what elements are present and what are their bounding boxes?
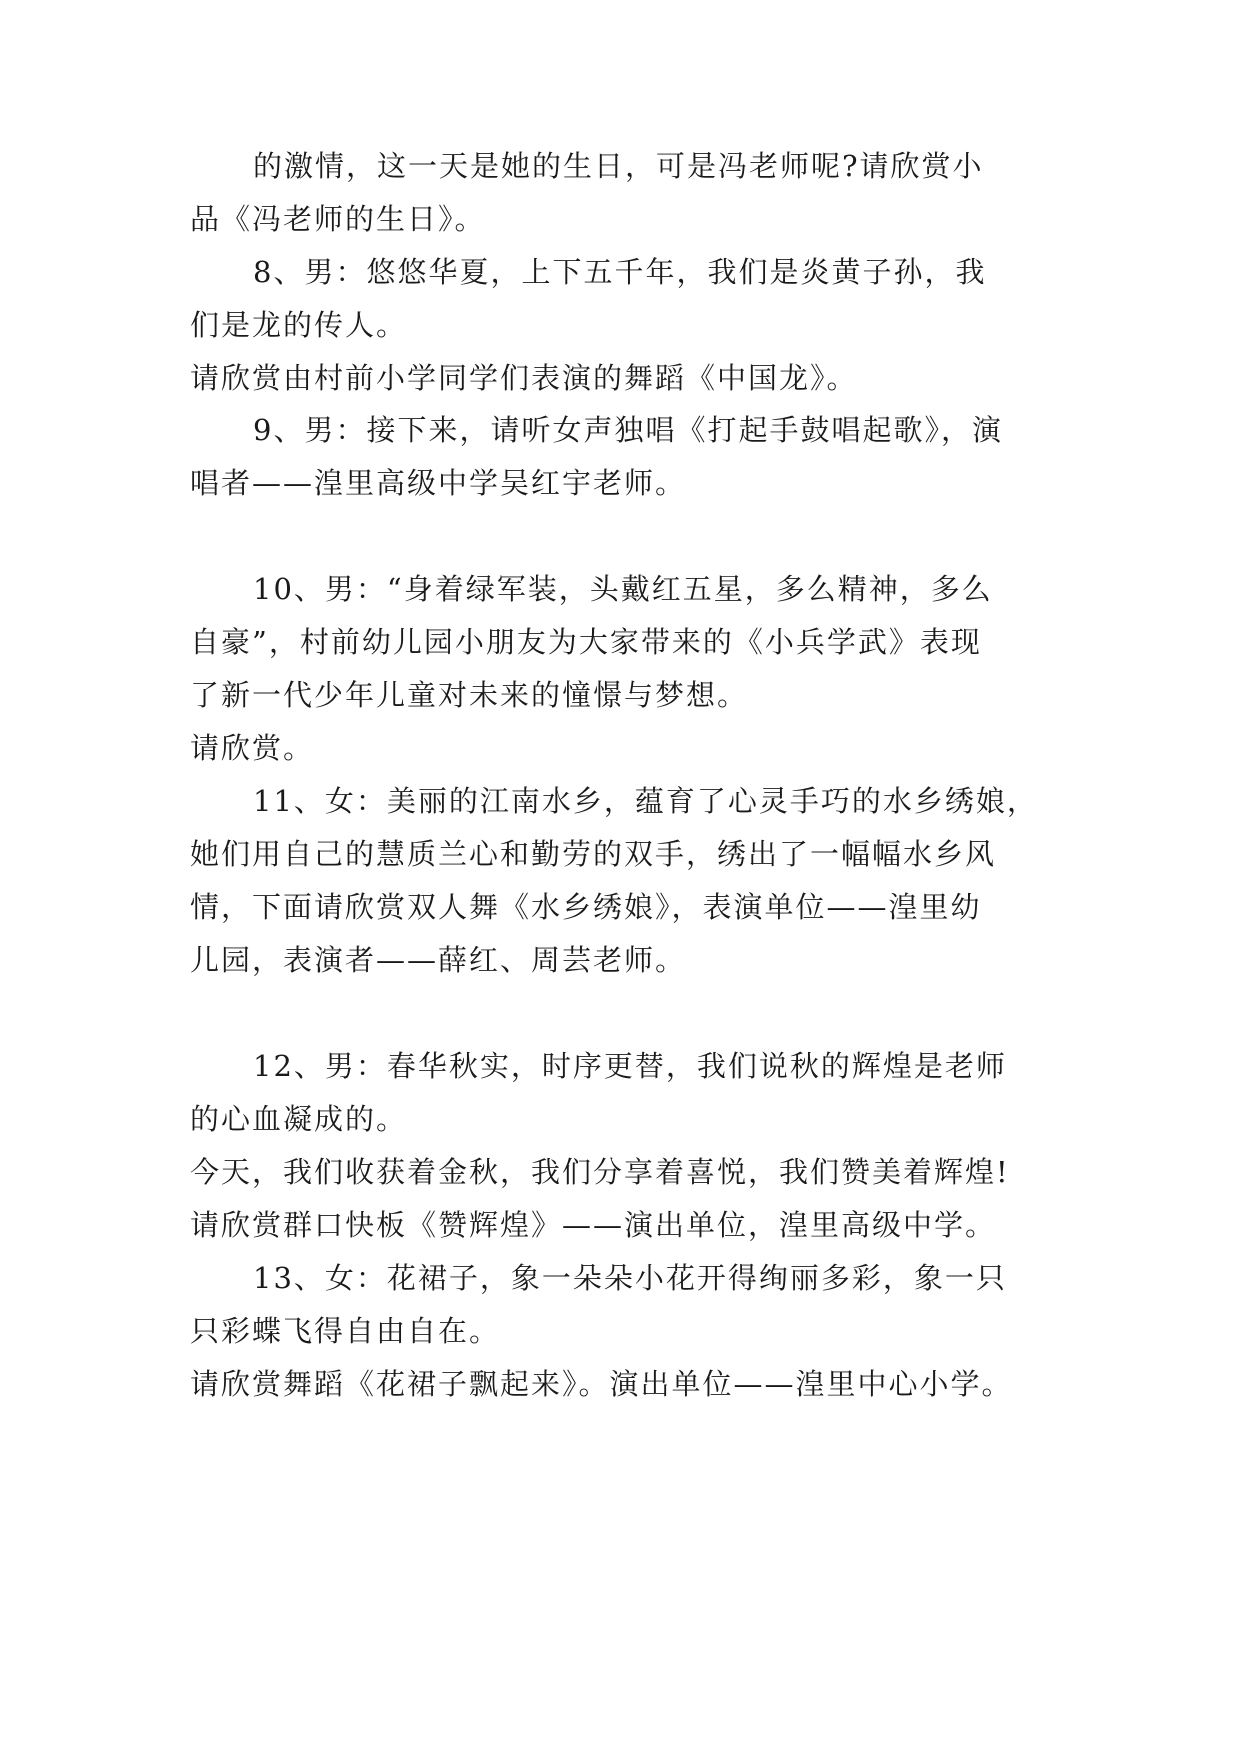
text-line: 了新一代少年儿童对未来的憧憬与梦想。 [190, 678, 749, 712]
text-line: 11、女：美丽的江南水乡，蕴育了心灵手巧的水乡绣娘， [253, 784, 1038, 818]
text-line: 13、女：花裙子，象一朵朵小花开得绚丽多彩，象一只 [253, 1261, 1007, 1295]
text-line: 唱者——湟里高级中学吴红宇老师。 [190, 466, 687, 500]
text-line: 们是龙的传人。 [190, 308, 408, 342]
text-line: 只彩蝶飞得自由自在。 [190, 1314, 501, 1348]
text-line: 今天，我们收获着金秋，我们分享着喜悦，我们赞美着辉煌! [190, 1155, 1010, 1189]
text-line: 请欣赏。 [190, 731, 315, 765]
text-line: 请欣赏由村前小学同学们表演的舞蹈《中国龙》。 [190, 361, 858, 395]
text-line: 8、男：悠悠华夏，上下五千年，我们是炎黄子孙，我 [253, 255, 987, 289]
text-line: 儿园，表演者——薛红、周芸老师。 [190, 943, 687, 977]
text-line: 请欣赏群口快板《赞辉煌》——演出单位，湟里高级中学。 [190, 1208, 997, 1242]
text-line: 的心血凝成的。 [190, 1102, 408, 1136]
text-line: 9、男：接下来，请听女声独唱《打起手鼓唱起歌》，演 [253, 413, 1003, 447]
text-line: 的激情，这一天是她的生日，可是冯老师呢?请欣赏小 [253, 149, 984, 183]
text-line: 她们用自己的慧质兰心和勤劳的双手，绣出了一幅幅水乡风 [190, 837, 997, 871]
text-line: 情，下面请欣赏双人舞《水乡绣娘》，表演单位——湟里幼 [190, 890, 982, 924]
text-line: 10、男：“身着绿军装，头戴红五星，多么精神，多么 [253, 572, 993, 606]
text-line: 品《冯老师的生日》。 [190, 202, 486, 236]
text-line: 请欣赏舞蹈《花裙子飘起来》。演出单位——湟里中心小学。 [190, 1367, 1013, 1401]
text-line: 12、男：春华秋实，时序更替，我们说秋的辉煌是老师 [253, 1049, 1007, 1083]
text-line: 自豪”，村前幼儿园小朋友为大家带来的《小兵学武》表现 [190, 625, 982, 659]
